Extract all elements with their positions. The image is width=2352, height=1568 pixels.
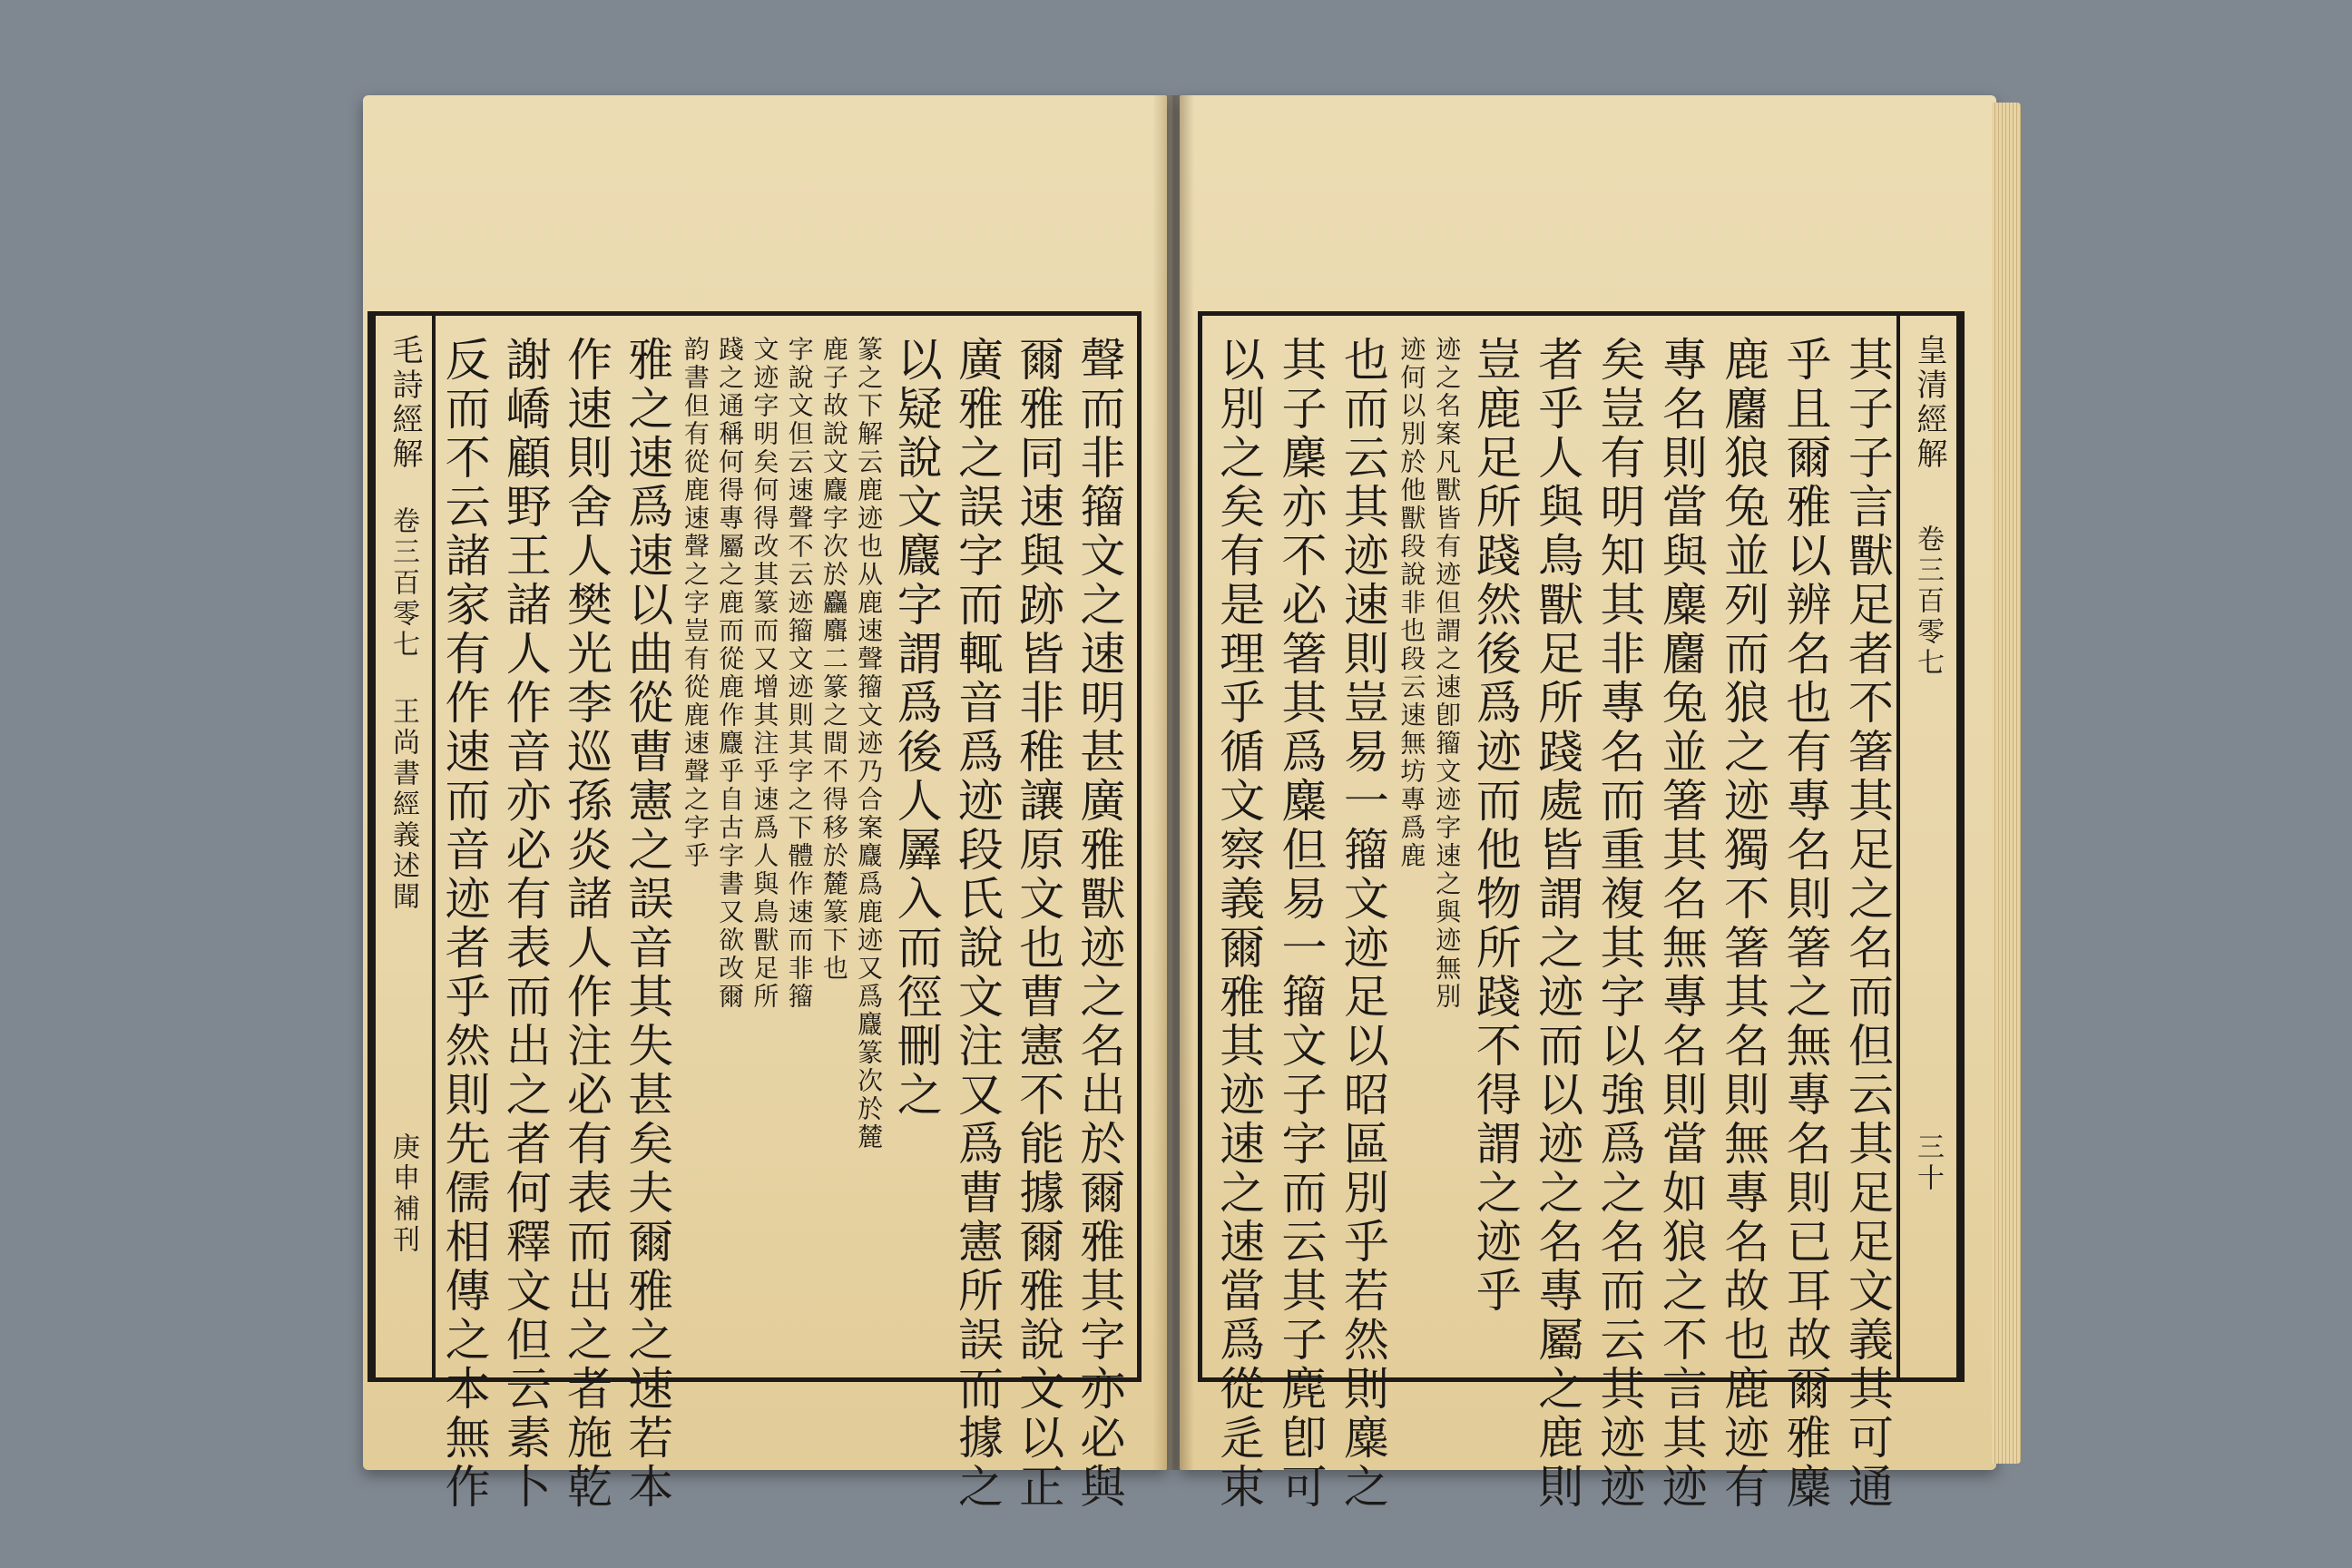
- text-column: 者乎人與鳥獸足所踐處皆謂之迹而以迹之名專屬之鹿則: [1531, 336, 1584, 1512]
- text-column: 聲而非籀文之速明甚廣雅獸迹之名出於爾雅其字亦必與: [1073, 336, 1126, 1512]
- right-banner-title: 皇清經解: [1911, 334, 1947, 472]
- text-column: 豈鹿足所踐然後爲迹而他物所踐不得謂之迹乎: [1468, 336, 1522, 1316]
- text-column: 以別之矣有是理乎循文察義爾雅其迹速之速當爲從辵束: [1212, 336, 1266, 1512]
- text-column: 踐之通稱何得專屬之鹿而從鹿作麙乎自古字書又欲改爾: [715, 336, 746, 1011]
- right-page-banner: [1896, 316, 1960, 1377]
- text-column: 迹之名案凡獸皆有迹但謂之速卽籀文迹字速之與迹無別: [1432, 336, 1463, 1011]
- left-banner-title: 毛詩經解: [387, 334, 423, 472]
- text-column: 廣雅之誤字而輒音爲迹段氏說文注又爲曹憲所誤而據之: [951, 336, 1004, 1512]
- text-column: 雅之速爲速以曲從曹憲之誤音其失甚矣夫爾雅之速若本: [621, 336, 674, 1512]
- text-column: 作速則舍人樊光李巡孫炎諸人作注必有表而出之者施乾: [559, 336, 612, 1512]
- page-edges: [1992, 103, 2021, 1464]
- right-banner-middle: 卷三百零七: [1912, 524, 1944, 679]
- right-text-frame: [1198, 311, 1965, 1512]
- text-column: 字說文但云速聲不云迹籀文迹則其字之下體作速而非籀: [784, 336, 815, 1011]
- text-column: 其子麇亦不必箸其爲麋但易一籀文子字而云其子麂卽可: [1274, 336, 1328, 1512]
- text-column: 文迹字明矣何得改其篆而又增其注乎速爲人與鳥獸足所: [750, 336, 780, 1011]
- text-column: 以疑說文麙字謂爲後人羼入而徑刪之: [889, 336, 943, 1120]
- left-text-frame: [368, 311, 1142, 1512]
- text-column: 迹何以別於他獸段說非也段云速無坊專爲鹿: [1396, 336, 1427, 870]
- text-column: 篆之下解云鹿迹也从鹿速聲籀文迹乃合案麙爲鹿迹又爲麙篆次於麓: [854, 336, 885, 1152]
- text-column: 矣豈有明知其非專名而重複其字以強爲之名而云其迹迹: [1592, 336, 1646, 1512]
- left-banner-bottom: 庚申補刊: [387, 1132, 419, 1256]
- text-column: 鹿子故說文麙字次於麤麛二篆之間不得移於麓篆下也: [818, 336, 849, 983]
- left-banner-subtitle: 王尚書經義述聞: [387, 697, 419, 913]
- text-column: 爾雅同速與跡皆非稚讓原文也曹憲不能據爾雅說文以正: [1012, 336, 1065, 1512]
- text-column: 專名則當與麋麕兔並箸其名無專名則當如狼之不言其迹: [1654, 336, 1708, 1512]
- text-column: 也而云其迹速則豈易一籀文迹足以昭區別乎若然則麋之: [1336, 336, 1389, 1512]
- text-column: 乎且爾雅以辨名也有專名則箸之無專名則已耳故爾雅麋: [1779, 336, 1832, 1512]
- text-column: 韵書但有從鹿速聲之字豈有從鹿速聲之字乎: [680, 336, 710, 870]
- text-column: 反而不云諸家有作速而音迹者乎然則先儒相傳之本無作: [437, 336, 491, 1512]
- text-column: 其子子言獸足者不箸其足之名而但云其足足文義其可通: [1840, 336, 1894, 1512]
- left-banner-middle: 卷三百零七: [387, 506, 419, 661]
- right-banner-bottom: 三十: [1912, 1132, 1944, 1194]
- book-gutter: [1152, 95, 1194, 1470]
- left-page-banner: [372, 316, 436, 1377]
- text-column: 鹿麕狼兔並列而狼之迹獨不箸其名則無專名故也鹿迹有: [1717, 336, 1770, 1512]
- text-column: 謝嶠顧野王諸人作音亦必有表而出之者何釋文但云素卜: [498, 336, 552, 1512]
